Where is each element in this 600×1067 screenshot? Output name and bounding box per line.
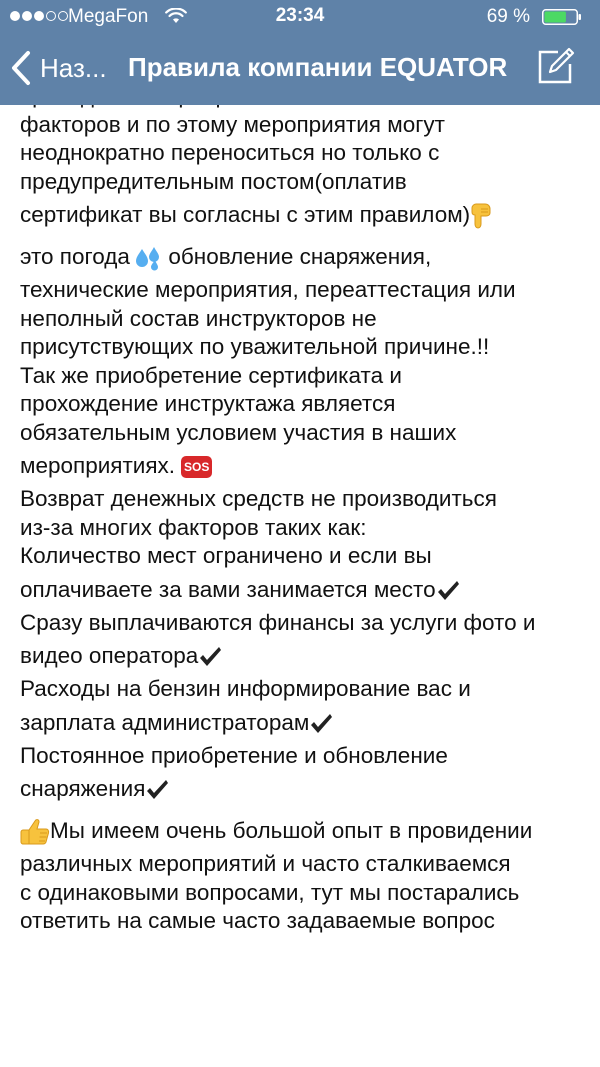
- text-line: снаряжения: [20, 770, 588, 808]
- text-line: оплачиваете за вами занимается место: [20, 571, 588, 609]
- text-line: с одинаковыми вопросами, тут мы постарались: [20, 879, 520, 905]
- check-mark-icon: [145, 778, 169, 802]
- text-line: сертификат вы согласны с этим правилом): [20, 196, 588, 234]
- check-mark-icon: [436, 579, 460, 603]
- check-mark-icon: [198, 645, 222, 669]
- text-line: предупредительным постом(оплатив: [20, 168, 407, 194]
- sos-icon: SOS: [181, 456, 212, 478]
- text-line: мероприятиях. SOS: [20, 447, 588, 485]
- text-line: ответить на самые часто задаваемые вопрос: [20, 908, 495, 933]
- chevron-left-icon: [10, 50, 32, 86]
- back-label: Наз...: [40, 52, 107, 83]
- rules-text: [20, 82, 588, 936]
- navigation-bar: [0, 34, 600, 105]
- text-line: Возврат денежных средств не производиться: [20, 486, 497, 511]
- text-line: видео оператора: [20, 637, 588, 675]
- status-bar: [0, 0, 600, 34]
- text-line: из-за многих факторов таких как:: [20, 514, 367, 540]
- text-line: это погода обновление снаряжения,: [20, 238, 588, 276]
- text-line: неоднократно переноситься но только с: [20, 140, 440, 165]
- text-line: зарплата администраторам: [20, 704, 588, 742]
- text-line: Расходы на бензин информирование вас и: [20, 676, 471, 701]
- text-line: различных мероприятий и часто сталкиваемся: [20, 851, 511, 876]
- text-line: обязательным условием участия в наших: [20, 419, 457, 445]
- check-mark-icon: [309, 712, 333, 736]
- carrier-name: MegaFon: [68, 6, 149, 27]
- status-time: 23:34: [275, 5, 325, 26]
- text-line: Так же приобретение сертификата и: [20, 362, 402, 388]
- top-bar: [0, 0, 600, 105]
- pointing-down-icon: [470, 203, 492, 229]
- text-line: прохождение инструктажа является: [20, 391, 396, 416]
- text-line: факторов и по этому мероприятия могут: [20, 111, 445, 137]
- sweat-droplets-icon: [136, 245, 162, 271]
- text-line: Сразу выплачиваются финансы за услуги фото и: [20, 609, 536, 635]
- battery-icon: [542, 9, 582, 25]
- text-line: Мы имеем очень большой опыт в провидении: [20, 812, 588, 850]
- thumbs-up-icon: [20, 818, 50, 846]
- battery-percentage: 69 %: [486, 6, 530, 27]
- text-line: присутствующих по уважительной причине.!!: [20, 334, 490, 359]
- text-line: неполный состав инструкторов не: [20, 305, 377, 331]
- page-title: Правила компании EQUATOR: [128, 52, 508, 82]
- text-line: технические мероприятия, переаттестация или: [20, 277, 516, 302]
- text-line: Постоянное приобретение и обновление: [20, 742, 448, 768]
- back-button[interactable]: [10, 48, 107, 88]
- text-line: Количество мест ограничено и если вы: [20, 543, 432, 568]
- compose-icon[interactable]: [536, 46, 576, 86]
